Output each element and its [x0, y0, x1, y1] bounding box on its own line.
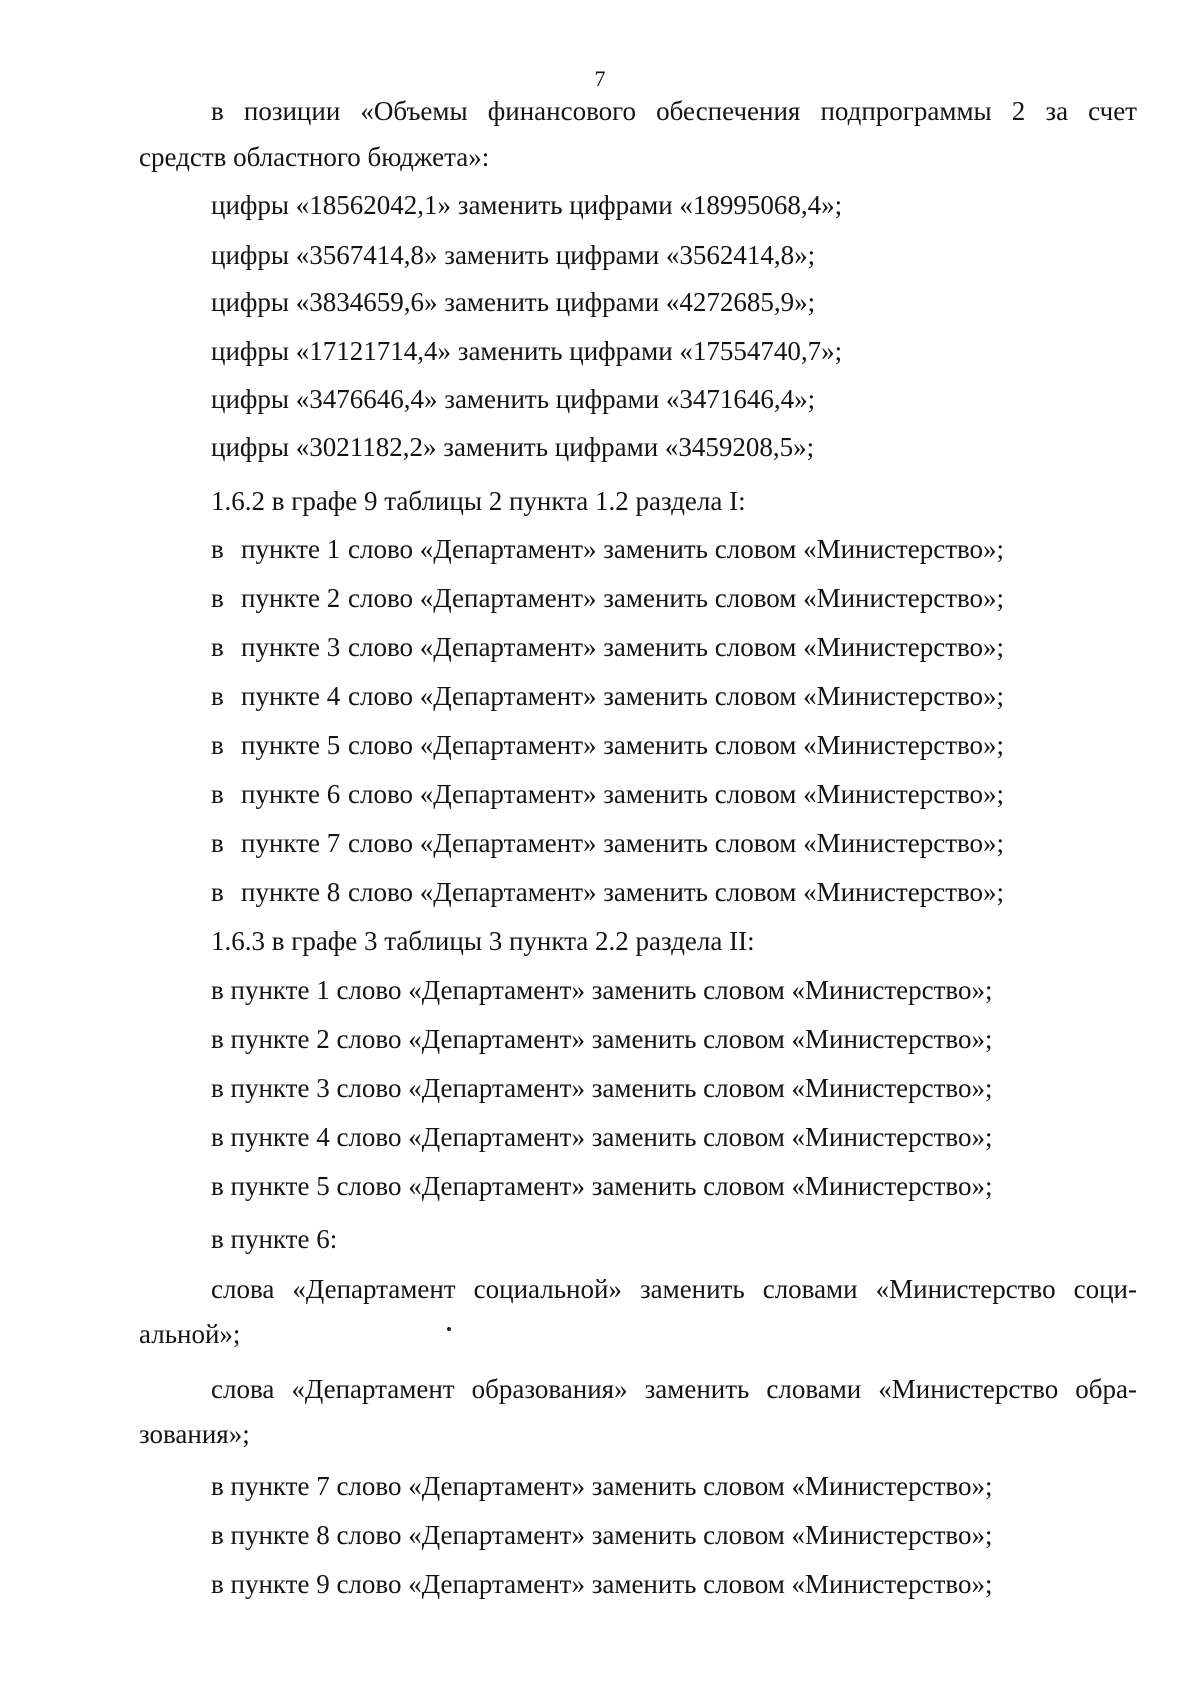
- point-replacement: слово «Департамент» заменить словом «Министерство»;: [348, 681, 1005, 711]
- social-line-2: альной»;: [139, 1319, 241, 1349]
- list-item: в пункте 5 слово «Департамент» заменить словом «Министерство»;: [211, 1171, 993, 1201]
- page-number: 7: [594, 66, 606, 91]
- social-line-1: слова «Департамент социальной» заменить словами «Министерство соци-: [211, 1274, 1137, 1304]
- point-prefix: в: [211, 681, 224, 711]
- list-item: в пункте 2 слово «Департамент» заменить словом «Министерство»;: [211, 1024, 993, 1054]
- point-prefix: в: [211, 828, 224, 858]
- point-6-heading: в пункте 6:: [211, 1224, 338, 1254]
- section-163-heading: 1.6.3 в графе 3 таблицы 3 пункта 2.2 раздела II:: [211, 926, 755, 956]
- list-item: в пункте 3 слово «Департамент» заменить словом «Министерство»;: [211, 1073, 993, 1103]
- point-replacement: слово «Департамент» заменить словом «Министерство»;: [348, 877, 1005, 907]
- point-row: [211, 826, 1004, 860]
- point-row: [211, 777, 1004, 811]
- figure-replacement: цифры «3834659,6» заменить цифрами «4272685,9»;: [211, 287, 816, 317]
- point-prefix: в: [211, 730, 224, 760]
- education-line-1: слова «Департамент образования» заменить словами «Министерство обра-: [211, 1374, 1137, 1404]
- section-162-heading: 1.6.2 в графе 9 таблицы 2 пункта 1.2 раздела I:: [211, 486, 746, 516]
- point-number: пункте 5: [241, 730, 341, 760]
- point-replacement: слово «Департамент» заменить словом «Министерство»;: [348, 583, 1005, 613]
- list-item: в пункте 4 слово «Департамент» заменить словом «Министерство»;: [211, 1122, 993, 1152]
- point-number: пункте 4: [241, 681, 341, 711]
- point-number: пункте 2: [241, 583, 341, 613]
- figure-replacement: цифры «3021182,2» заменить цифрами «3459208,5»;: [211, 432, 815, 462]
- list-item: в пункте 1 слово «Департамент» заменить словом «Министерство»;: [211, 975, 993, 1005]
- intro-line-1: в позиции «Объемы финансового обеспечения подпрограммы 2 за счет: [211, 96, 1137, 126]
- intro-line-2: средств областного бюджета»:: [139, 142, 490, 172]
- point-replacement: слово «Департамент» заменить словом «Министерство»;: [348, 779, 1005, 809]
- point-number: пункте 6: [241, 779, 341, 809]
- point-prefix: в: [211, 877, 224, 907]
- point-row: [211, 532, 1004, 566]
- figure-replacement: цифры «17121714,4» заменить цифрами «17554740,7»;: [211, 336, 843, 366]
- point-number: пункте 8: [241, 877, 341, 907]
- list-item: в пункте 7 слово «Департамент» заменить словом «Министерство»;: [211, 1471, 993, 1501]
- list-item: в пункте 8 слово «Департамент» заменить словом «Министерство»;: [211, 1520, 993, 1550]
- point-row: [211, 728, 1004, 762]
- point-prefix: в: [211, 779, 224, 809]
- point-number: пункте 3: [241, 632, 341, 662]
- point-replacement: слово «Департамент» заменить словом «Министерство»;: [348, 632, 1005, 662]
- figure-replacement: цифры «3567414,8» заменить цифрами «3562414,8»;: [211, 240, 816, 270]
- point-row: [211, 875, 1004, 909]
- point-number: пункте 1: [241, 534, 341, 564]
- point-number: пункте 7: [241, 828, 341, 858]
- list-item: в пункте 9 слово «Департамент» заменить словом «Министерство»;: [211, 1569, 993, 1599]
- point-prefix: в: [211, 632, 224, 662]
- point-row: [211, 630, 1004, 664]
- stray-dot: [447, 1327, 451, 1331]
- figure-replacement: цифры «3476646,4» заменить цифрами «3471646,4»;: [211, 384, 816, 414]
- point-replacement: слово «Департамент» заменить словом «Министерство»;: [348, 828, 1005, 858]
- point-row: [211, 679, 1004, 713]
- figure-replacement: цифры «18562042,1» заменить цифрами «18995068,4»;: [211, 190, 843, 220]
- point-row: [211, 581, 1004, 615]
- point-replacement: слово «Департамент» заменить словом «Министерство»;: [348, 534, 1005, 564]
- point-prefix: в: [211, 534, 224, 564]
- point-prefix: в: [211, 583, 224, 613]
- point-replacement: слово «Департамент» заменить словом «Министерство»;: [348, 730, 1005, 760]
- education-line-2: зования»;: [139, 1419, 250, 1449]
